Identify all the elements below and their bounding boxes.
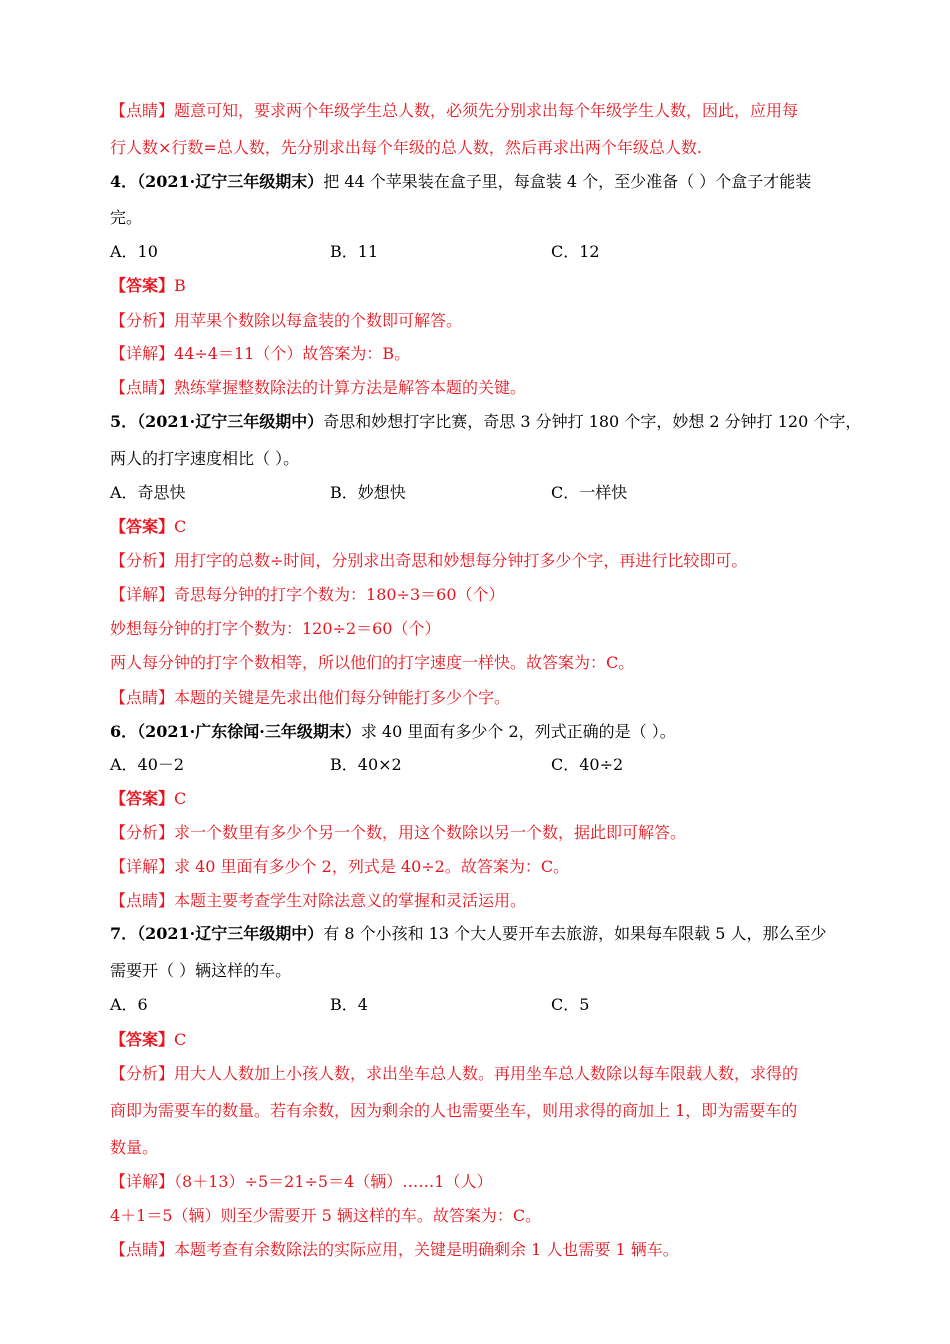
q6-dianjing: 【点睛】本题主要考查学生对除法意义的掌握和灵活运用。	[110, 891, 527, 910]
question-number: 4．	[110, 172, 138, 191]
q7-fenxi-line2: 商即为需要车的数量。若有余数，因为剩余的人也需要坐车，则用求得的商加上 1，即为需要车的	[110, 1101, 798, 1120]
q3-dianjing-line2: 行人数×行数=总人数，先分别求出每个年级的总人数，然后再求出两个年级总人数.	[110, 138, 702, 157]
q5-stem-line2: 两人的打字速度相比（ ）。	[110, 449, 300, 468]
answer-tag: 【答案】	[110, 276, 175, 295]
q7-xiangjie-line2: 4＋1＝5（辆）则至少需要开 5 辆这样的车。故答案为：C。	[110, 1206, 542, 1225]
question-number: 5．	[110, 412, 138, 431]
q4-dianjing: 【点睛】熟练掌握整数除法的计算方法是解答本题的关键。	[110, 378, 527, 397]
q6-option-a: A．40－2	[110, 755, 185, 774]
q6-xiangjie: 【详解】求 40 里面有多少个 2，列式是 40÷2。故答案为：C。	[110, 857, 570, 876]
q7-option-b: B．4	[330, 995, 368, 1014]
q4-answer: 【答案】B	[110, 276, 186, 295]
q5-xiangjie-line1: 【详解】奇思每分钟的打字个数为：180÷3＝60（个）	[110, 585, 505, 604]
q4-option-c: C．12	[551, 242, 600, 261]
q4-fenxi: 【分析】用苹果个数除以每盒装的个数即可解答。	[110, 311, 463, 330]
q4-option-a: A．10	[110, 242, 158, 261]
q7-option-c: C．5	[551, 995, 590, 1014]
q4-stem-line1: 4．（2021·辽宁三年级期末）把 44 个苹果装在盒子里，每盒装 4 个，至少准备（ ）个盒子才能装	[110, 172, 812, 191]
question-source: （2021·辽宁三年级期中）	[137, 924, 324, 943]
question-source: （2021·广东徐闻·三年级期末）	[137, 722, 361, 741]
q7-fenxi-line1: 【分析】用大人人数加上小孩人数，求出坐车总人数。再用坐车总人数除以每车限载人数，求得的	[110, 1064, 799, 1083]
q7-stem-line1: 7．（2021·辽宁三年级期中）有 8 个小孩和 13 个大人要开车去旅游，如果每车限载 5 人，那么至少	[110, 924, 827, 943]
q7-fenxi-line3: 数量。	[110, 1138, 159, 1157]
question-source: （2021·辽宁三年级期末）	[137, 172, 324, 191]
q7-option-a: A．6	[110, 995, 148, 1014]
q6-stem-line1: 6．（2021·广东徐闻·三年级期末）求 40 里面有多少个 2，列式正确的是（ ）。	[110, 722, 676, 741]
q5-option-b: B．妙想快	[330, 483, 406, 502]
q7-dianjing: 【点睛】本题考查有余数除法的实际应用，关键是明确剩余 1 人也需要 1 辆车。	[110, 1240, 679, 1259]
q4-option-b: B．11	[330, 242, 379, 261]
question-number: 7．	[110, 924, 138, 943]
q5-xiangjie-line3: 两人每分钟的打字个数相等，所以他们的打字速度一样快。故答案为：C。	[110, 653, 635, 672]
q5-answer: 【答案】C	[110, 517, 187, 536]
q5-dianjing: 【点睛】本题的关键是先求出他们每分钟能打多少个字。	[110, 688, 511, 707]
q5-xiangjie-line2: 妙想每分钟的打字个数为：120÷2＝60（个）	[110, 619, 441, 638]
q4-xiangjie: 【详解】44÷4＝11（个）故答案为：B。	[110, 344, 411, 363]
q6-option-b: B．40×2	[330, 755, 402, 774]
question-number: 6．	[110, 722, 138, 741]
question-source: （2021·辽宁三年级期中）	[137, 412, 324, 431]
q5-stem-line1: 5．（2021·辽宁三年级期中）奇思和妙想打字比赛，奇思 3 分钟打 180 个字，妙想 2 分钟打 120 个字，	[110, 412, 862, 431]
q6-option-c: C．40÷2	[551, 755, 624, 774]
answer-tag: 【答案】	[110, 1030, 175, 1049]
q4-stem-line2: 完。	[110, 208, 143, 227]
answer-tag: 【答案】	[110, 517, 175, 536]
q3-dianjing-line1: 【点睛】题意可知，要求两个年级学生总人数，必须先分别求出每个年级学生人数，因此，应用每	[110, 101, 799, 120]
answer-tag: 【答案】	[110, 789, 175, 808]
q6-answer: 【答案】C	[110, 789, 187, 808]
q7-xiangjie-line1: 【详解】（8＋13）÷5＝21÷5＝4（辆）……1（人）	[110, 1172, 493, 1191]
q7-stem-line2: 需要开（ ）辆这样的车。	[110, 961, 292, 980]
q6-fenxi: 【分析】求一个数里有多少个另一个数，用这个数除以另一个数，据此即可解答。	[110, 823, 687, 842]
q7-answer: 【答案】C	[110, 1030, 187, 1049]
q5-option-a: A．奇思快	[110, 483, 186, 502]
q5-option-c: C．一样快	[551, 483, 628, 502]
dianjing-tag: 【点睛】	[110, 101, 175, 120]
q5-fenxi: 【分析】用打字的总数÷时间，分别求出奇思和妙想每分钟打多少个字，再进行比较即可。	[110, 551, 748, 570]
